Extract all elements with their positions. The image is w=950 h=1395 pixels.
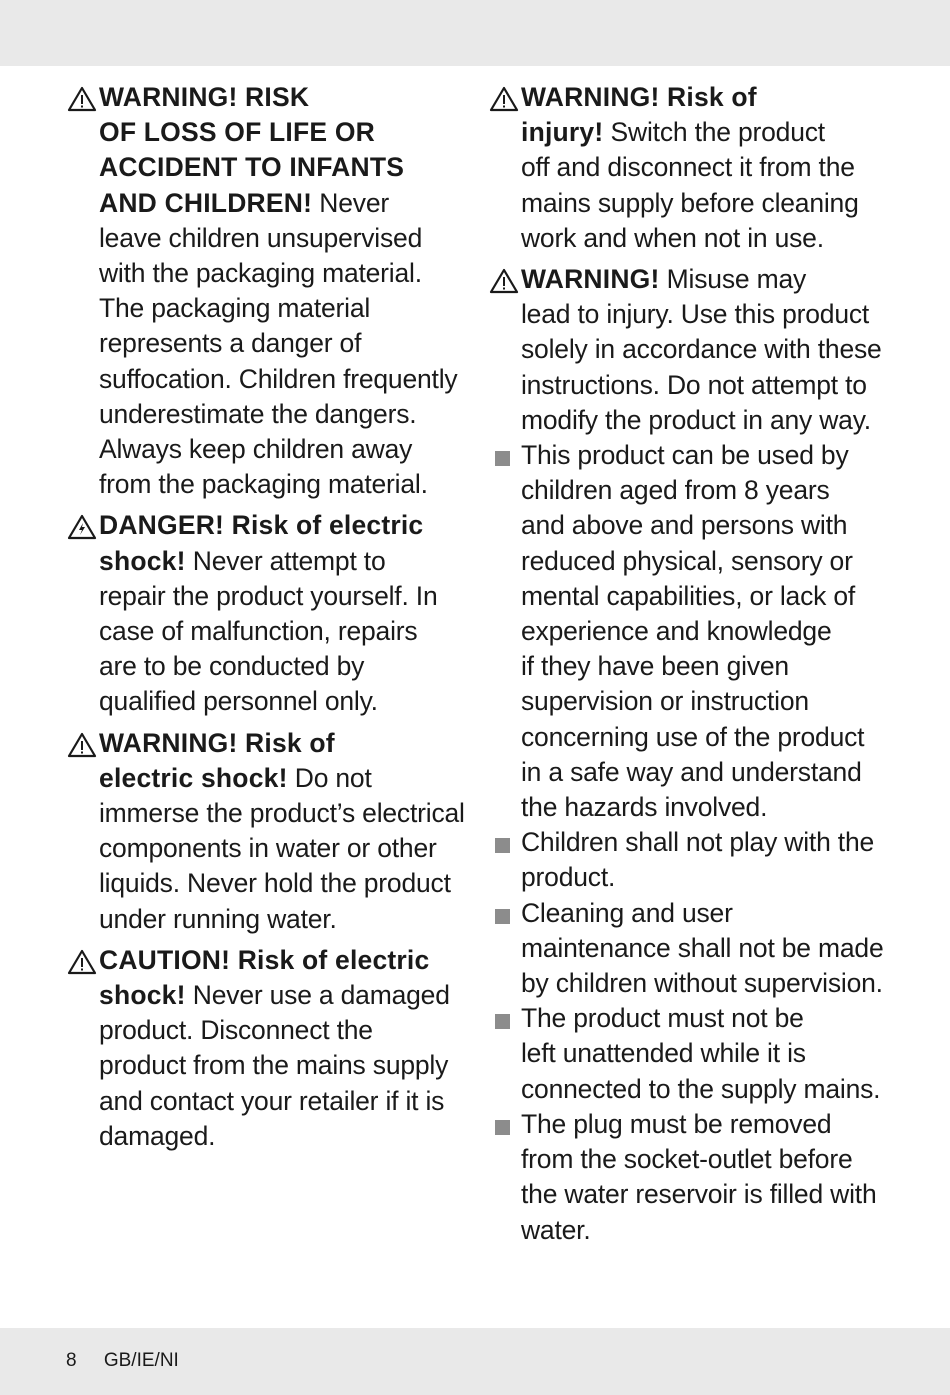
notice-text: Children shall not play with the [521,827,875,858]
notice-text: leave children unsupervised [99,222,423,253]
notice-text: and above and persons with [521,510,848,541]
notice-text: solely in accordance with these [521,334,882,365]
text-line [521,1213,888,1248]
notice-text: components in water or other [99,833,437,864]
text-line [521,80,888,115]
text-line [99,866,466,901]
text-line [99,397,466,432]
notice-heading: ACCIDENT TO INFANTS [99,152,405,183]
bullet-item [488,896,888,1002]
notice-heading: shock! [99,545,186,576]
text-line [521,1177,888,1212]
text-line [99,150,466,185]
text-line [521,297,888,332]
notice-text: concerning use of the product [521,721,865,752]
safety-notice [488,262,888,438]
text-line [99,467,466,502]
notice-text: by children without supervision. [521,968,883,999]
text-line [99,80,466,115]
notice-heading: CAUTION! Risk of electric [99,944,430,975]
notice-text: children aged from 8 years [521,475,830,506]
notice-text: mental capabilities, or lack of [521,580,856,611]
text-line [99,256,466,291]
safety-notice [488,80,888,256]
text-line [521,790,888,825]
notice-text: the hazards involved. [521,792,768,823]
notice-text: connected to the supply mains. [521,1073,881,1104]
notice-text: and contact your retailer if it is [99,1085,445,1116]
text-line [521,755,888,790]
notice-text: damaged. [99,1120,216,1151]
text-line [521,221,888,256]
text-line [521,1036,888,1071]
warning-triangle-icon [489,86,519,112]
text-line [99,544,466,579]
notice-heading: AND CHILDREN! [99,187,313,218]
notice-text: instructions. Do not attempt to [521,369,867,400]
notice-text: with the packaging material. [99,258,422,289]
bullet-item [488,825,888,895]
text-line [521,438,888,473]
text-line [521,262,888,297]
text-line [521,332,888,367]
notice-text: under running water. [99,903,337,934]
notice-text: case of malfunction, repairs [99,616,418,647]
text-line [99,902,466,937]
electric-hazard-icon [67,514,97,540]
notice-text: product. Disconnect the [99,1015,373,1046]
notice-text: repair the product yourself. In [99,580,438,611]
notice-text: Cleaning and user [521,897,733,928]
notice-text: suffocation. Children frequently [99,363,458,394]
text-line [99,432,466,467]
notice-text: The plug must be removed [521,1108,832,1139]
notice-text: work and when not in use. [521,222,824,253]
notice-text: supervision or instruction [521,686,809,717]
text-line [521,684,888,719]
notice-text: lead to injury. Use this product [521,299,870,330]
notice-text: Never [312,187,389,218]
notice-heading: DANGER! Risk of electric [99,510,424,541]
safety-notice [66,943,466,1154]
square-bullet-icon [495,1014,510,1029]
bullet-item [488,438,888,825]
right-column [488,80,888,1248]
text-line [521,649,888,684]
notice-text: Never attempt to [185,545,386,576]
text-line [521,931,888,966]
text-line [99,831,466,866]
notice-heading: injury! [521,117,604,148]
notice-heading: OF LOSS OF LIFE OR [99,117,375,148]
text-line [521,403,888,438]
notice-text: liquids. Never hold the product [99,868,451,899]
notice-text: water. [521,1214,591,1245]
notice-text: modify the product in any way. [521,404,871,435]
notice-text: This product can be used by [521,440,849,471]
text-line [99,943,466,978]
text-line [521,368,888,403]
text-line [99,291,466,326]
text-line [521,1142,888,1177]
square-bullet-icon [495,1120,510,1135]
text-line [99,796,466,831]
text-line [521,896,888,931]
warning-triangle-icon [67,86,97,112]
notice-text: Do not [287,762,372,793]
text-line [99,326,466,361]
notice-text: off and disconnect it from the [521,152,855,183]
bullet-item [488,1107,888,1248]
text-line [99,579,466,614]
text-line [521,825,888,860]
text-line [521,544,888,579]
text-line [99,221,466,256]
text-line [521,1107,888,1142]
text-line [521,1072,888,1107]
notice-text: mains supply before cleaning [521,187,859,218]
notice-text: from the socket-outlet before [521,1144,853,1175]
notice-text: The product must not be [521,1003,804,1034]
text-line [521,860,888,895]
square-bullet-icon [495,838,510,853]
square-bullet-icon [495,451,510,466]
text-line [521,966,888,1001]
notice-heading: shock! [99,980,186,1011]
text-line [99,761,466,796]
notice-heading: WARNING! [521,264,660,295]
text-line [99,649,466,684]
notice-text: represents a danger of [99,328,362,359]
safety-notice [66,80,466,502]
notice-text: immerse the product’s electrical [99,798,465,829]
notice-text: Never use a damaged [185,980,450,1011]
safety-notice [66,508,466,719]
notice-text: left unattended while it is [521,1038,806,1069]
notice-text: maintenance shall not be made [521,932,884,963]
text-line [99,614,466,649]
left-column [66,80,466,1154]
warning-triangle-icon [67,949,97,975]
bullet-item [488,1001,888,1107]
text-line [99,978,466,1013]
text-line [521,1001,888,1036]
text-line [99,362,466,397]
text-line [99,1048,466,1083]
notice-heading: WARNING! Risk of [99,727,335,758]
notice-text: product. [521,862,616,893]
text-line [99,1119,466,1154]
text-line [521,720,888,755]
warning-triangle-icon [489,268,519,294]
notice-text: if they have been given [521,651,789,682]
notice-text: from the packaging material. [99,469,428,500]
text-line [521,115,888,150]
notice-text: Always keep children away [99,434,413,465]
notice-heading: WARNING! RISK [99,82,310,112]
notice-text: The packaging material [99,293,371,324]
text-line [99,684,466,719]
square-bullet-icon [495,909,510,924]
text-line [99,1013,466,1048]
notice-text: the water reservoir is filled with [521,1179,877,1210]
text-line [99,115,466,150]
notice-text: reduced physical, sensory or [521,545,853,576]
text-line [99,186,466,221]
notice-text: underestimate the dangers. [99,398,417,429]
text-line [521,186,888,221]
notice-heading: WARNING! Risk of [521,82,757,112]
notice-text: experience and knowledge [521,616,832,647]
notice-text: product from the mains supply [99,1050,449,1081]
text-line [521,614,888,649]
text-line [521,473,888,508]
notice-text: qualified personnel only. [99,686,378,717]
text-line [99,726,466,761]
notice-text: in a safe way and understand [521,756,862,787]
notice-heading: electric shock! [99,762,288,793]
region-code: GB/IE/NI [103,1350,179,1371]
safety-notice [66,726,466,937]
page-footer [66,1350,179,1372]
notice-text: Misuse may [659,264,807,295]
text-line [99,508,466,543]
text-line [521,150,888,185]
header-band [0,0,950,66]
warning-triangle-icon [67,732,97,758]
text-line [521,508,888,543]
text-line [521,579,888,614]
text-line [99,1084,466,1119]
page-number: 8 [66,1350,77,1371]
notice-text: Switch the product [603,117,825,148]
notice-text: are to be conducted by [99,651,365,682]
